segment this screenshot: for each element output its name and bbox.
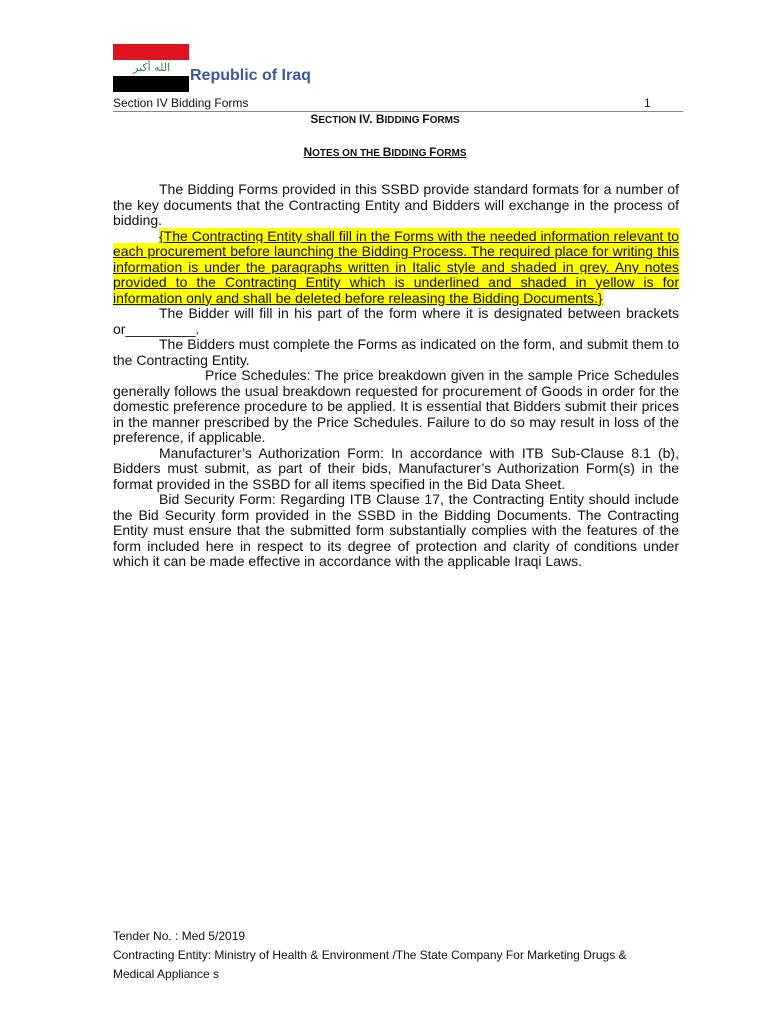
flag-white-band [113,60,189,76]
footer-entity-line1: Contracting Entity: Ministry of Health & Environment /The State Company For Marketing Drugs & [113,948,627,962]
flag-black-band [113,76,189,92]
footer-tender: Tender No. : Med 5/2019 [113,929,246,943]
paragraph-intro: The Bidding Forms provided in this SSBD provide standard formats for a number of the key documents that the Contracting Entity and Bidders will exchange in the process of bidding. [113,181,679,228]
flag-red-band [113,44,189,60]
highlighted-note: {The Contracting Entity shall fill in the Forms with the needed information relevant to each procurement before launching the Bidding Process. The required place for writing this information is under the paragraphs written in Italic style and shaded in grey. Any notes provided to the Contracting Entity which is underlined and shaded in yellow is for information only and shall be deleted before releasing the Bidding Documents.} [113,227,679,306]
flag-emblem-script: الله أكبر [133,61,171,74]
paragraph-price-schedules: Price Schedules: The price breakdown given in the sample Price Schedules generally follows the usual breakdown requested for procurement of Goods in order for the domestic preference procedure to be applied. It is essential that Bidders submit their prices in the manner prescribed by the Price Schedules. Failure to do so may result in loss of the preference, if applicable. [113,367,679,445]
paragraph-complete-forms: The Bidders must complete the Forms as indicated on the form, and submit them to the Contracting Entity. [113,336,679,368]
paragraph-highlighted-note [113,229,679,307]
country-name: Republic of Iraq [190,67,311,84]
running-title: Section IV Bidding Forms [113,96,249,110]
section-subtitle: NOTES ON THE BIDDING FORMS [303,145,467,159]
iraq-flag-logo [113,44,189,92]
paragraph-bid-security: Bid Security Form: Regarding ITB Clause 17, the Contracting Entity should include the Bid Security form provided in the SSBD in the Bidding Documents. The Contracting Entity must ensure that the submitted form substantially complies with the features of the form included here in respect to its degree of protection and clarity of conditions under which it can be made effective in accordance with the applicable Iraqi Laws. [113,491,679,569]
footer [113,927,683,984]
paragraph-bidder-fill: The Bidder will fill in his part of the form where it is designated between brackets or_________. [113,305,679,337]
paragraph-manufacturer-authorization: Manufacturer’s Authorization Form: In accordance with ITB Sub-Clause 8.1 (b), Bidders must submit, as part of their bids, Manufacturer’s Authorization Form(s) in the format provided in the SSBD for all items specified in the Bid Data Sheet. [113,444,679,492]
section-title: SECTION IV. BIDDING FORMS [310,112,460,126]
page-number: 1 [644,96,651,110]
footer-entity-line2: Medical Appliance s [113,967,220,981]
notes-body [113,182,679,570]
